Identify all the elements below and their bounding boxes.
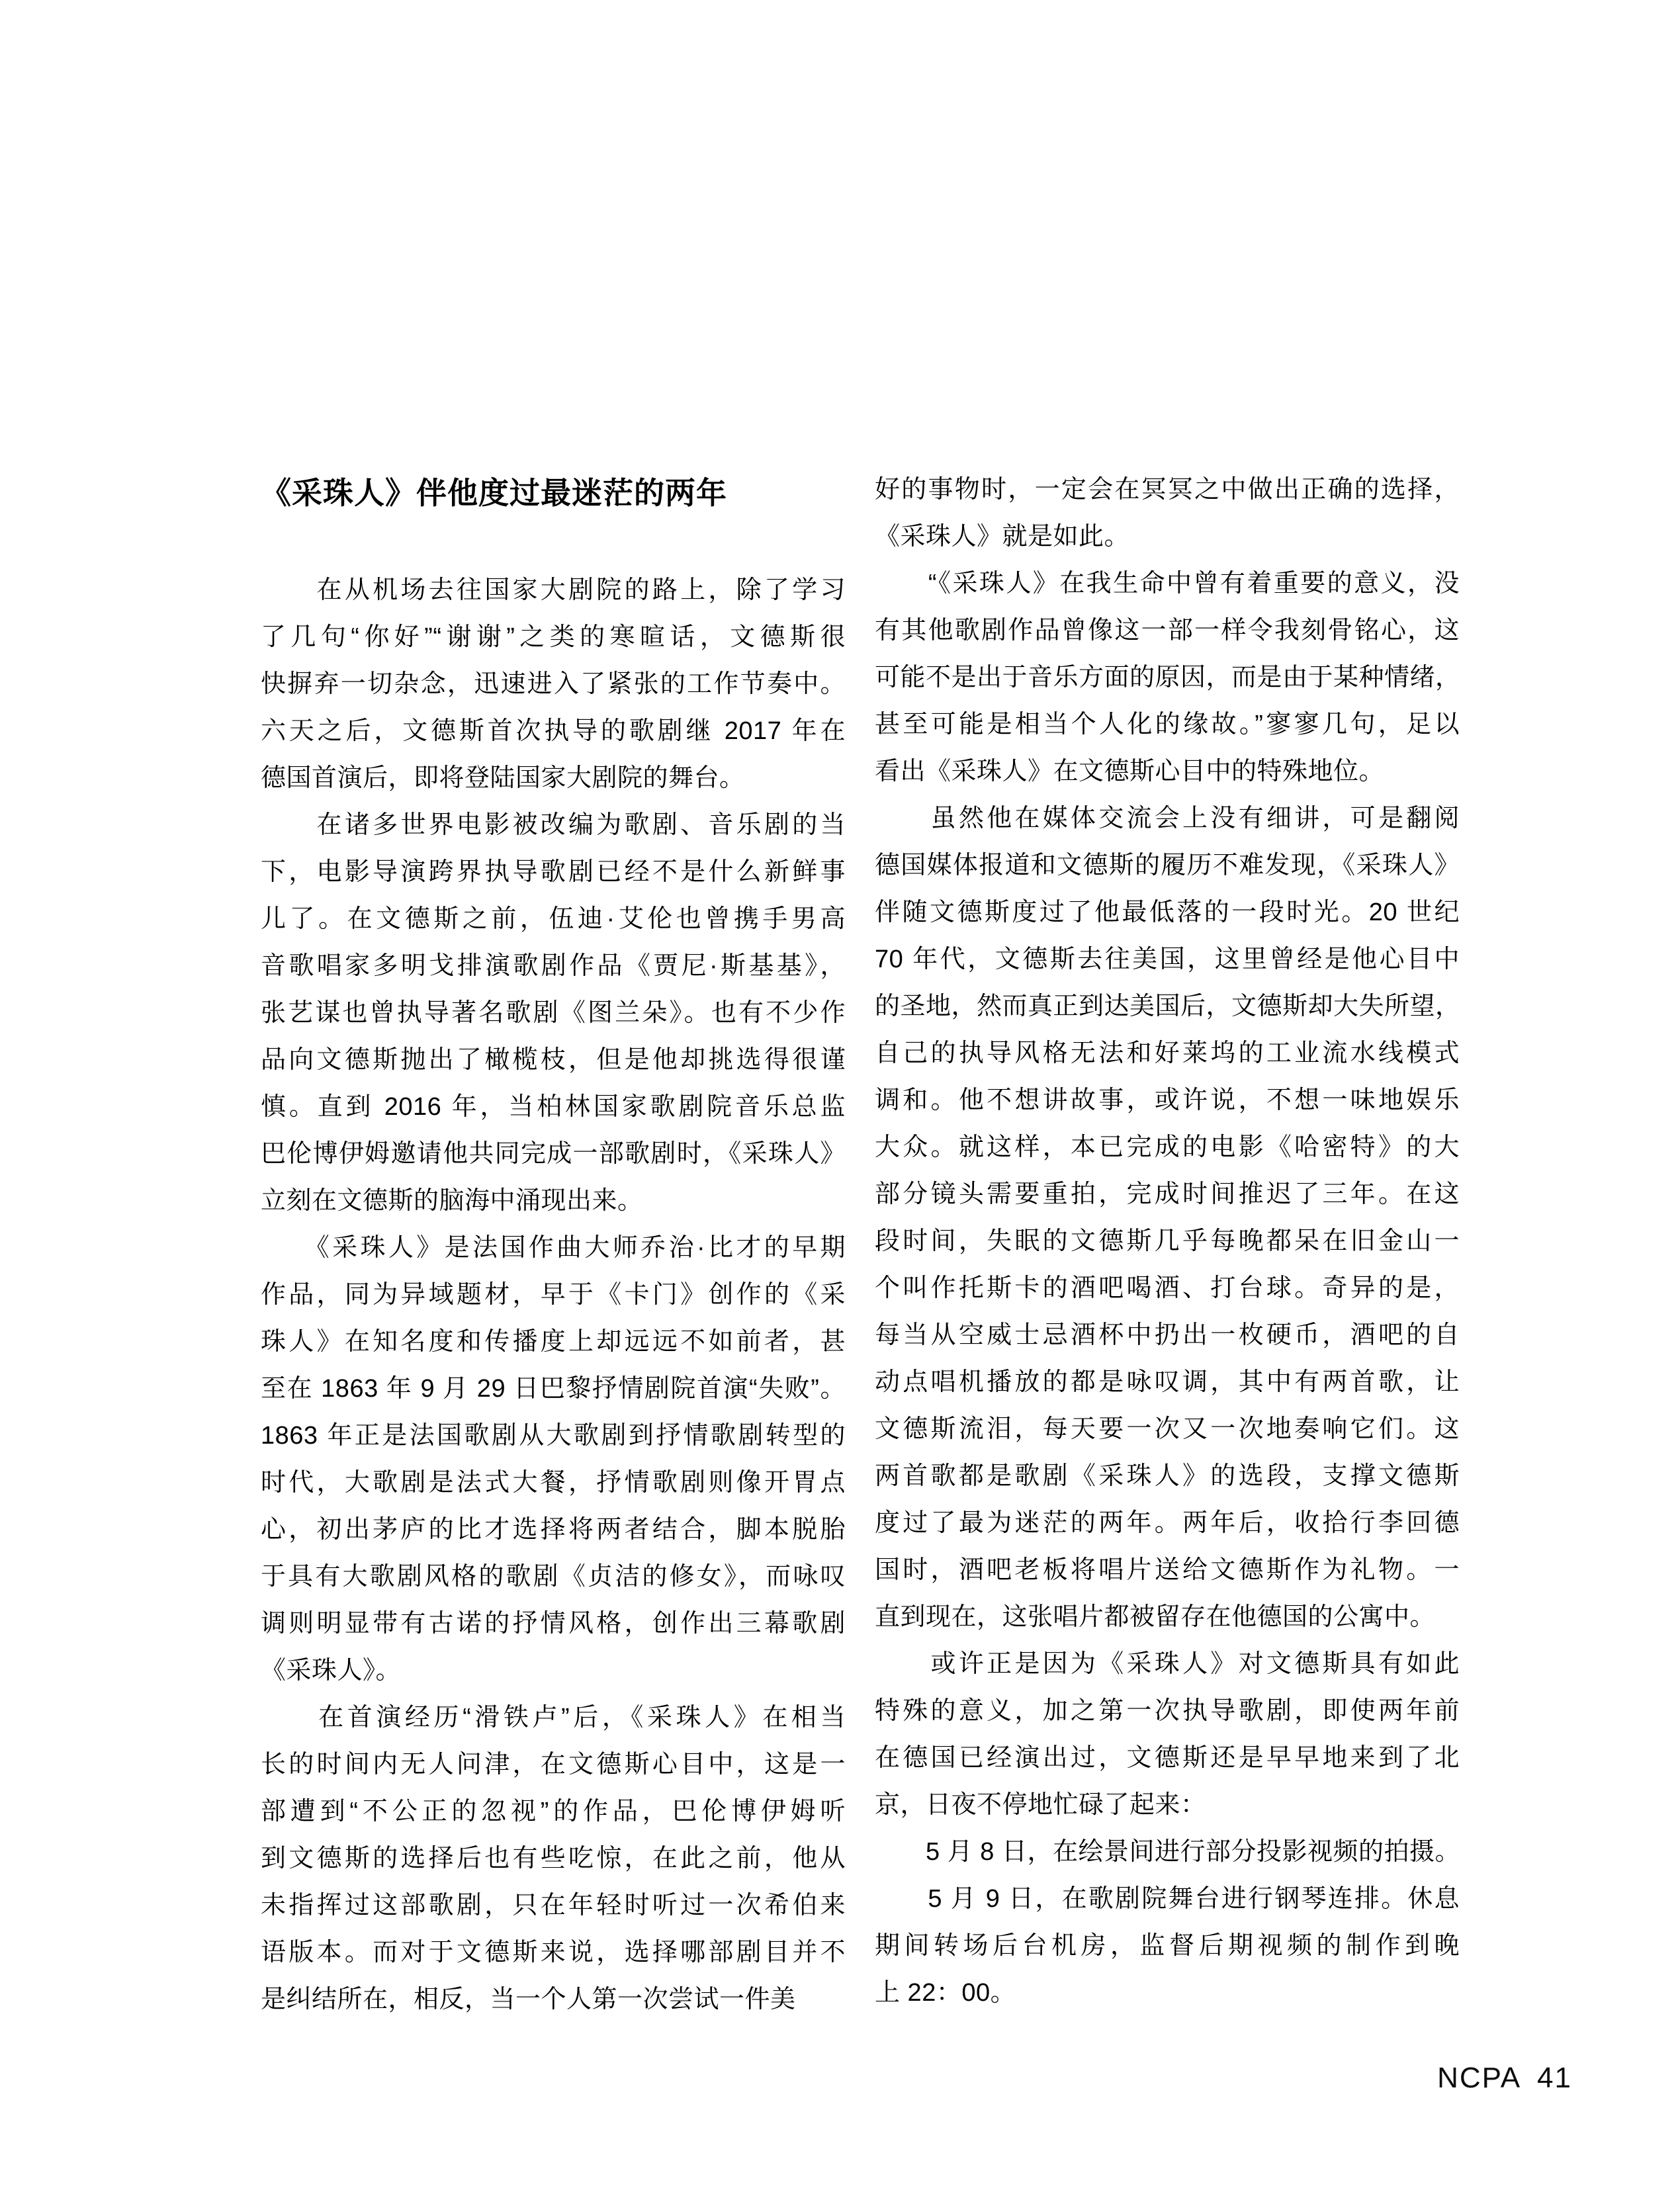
paragraph xyxy=(875,466,1460,560)
text-line: 未指挥过这部歌剧，只在年轻时听过一次希伯来 xyxy=(261,1892,846,1919)
text-line: 上 22：00。 xyxy=(875,1979,1016,2007)
text-line: 在德国已经演出过，文德斯还是早早地来到了北 xyxy=(875,1744,1460,1772)
text-line: 在诸多世界电影被改编为歌剧、音乐剧的当 xyxy=(261,811,846,839)
text-line: 《采珠人》是法国作曲大师乔治·比才的早期 xyxy=(261,1234,846,1262)
text-line: 在首演经历“滑铁卢”后，《采珠人》在相当 xyxy=(261,1704,846,1731)
paragraph xyxy=(875,1641,1460,1829)
paragraph xyxy=(875,1876,1460,2017)
right-column xyxy=(875,466,1460,2017)
text-line: 快摒弃一切杂念，迅速进入了紧张的工作节奏中。 xyxy=(261,670,846,698)
text-line: 时代，大歌剧是法式大餐，抒情歌剧则像开胃点 xyxy=(261,1469,846,1497)
paragraph xyxy=(875,795,1460,1641)
text-line: 品向文德斯抛出了橄榄枝，但是他却挑选得很谨 xyxy=(261,1046,846,1074)
text-line: 立刻在文德斯的脑海中涌现出来。 xyxy=(261,1187,643,1215)
text-line: 看出《采珠人》在文德斯心目中的特殊地位。 xyxy=(875,758,1385,785)
text-line: “《采珠人》在我生命中曾有着重要的意义，没 xyxy=(875,570,1460,597)
text-line: 的圣地，然而真正到达美国后，文德斯却大失所望， xyxy=(875,992,1461,1020)
text-line: 部分镜头需要重拍，完成时间推迟了三年。在这 xyxy=(875,1180,1460,1208)
paragraph xyxy=(261,1225,846,1694)
text-line: 《采珠人》。 xyxy=(261,1657,402,1685)
text-line: 《采珠人》就是如此。 xyxy=(875,523,1130,550)
text-line: 至在 1863 年 9 月 29 日巴黎抒情剧院首演“失败”。 xyxy=(261,1375,846,1403)
page-footer xyxy=(1437,2062,1572,2095)
text-line: 自己的执导风格无法和好莱坞的工业流水线模式 xyxy=(875,1039,1460,1067)
text-line: 到文德斯的选择后也有些吃惊，在此之前，他从 xyxy=(261,1845,846,1872)
left-column-body xyxy=(261,567,846,2023)
text-line: 张艺谋也曾执导著名歌剧《图兰朵》。也有不少作 xyxy=(261,999,846,1027)
text-line: 是纠结所在，相反，当一个人第一次尝试一件美 xyxy=(261,1986,796,2013)
text-line: 70 年代，文德斯去往美国，这里曾经是他心目中 xyxy=(875,945,1460,973)
text-line: 个叫作托斯卡的酒吧喝酒、打台球。奇异的是， xyxy=(875,1274,1460,1302)
page-number: 41 xyxy=(1537,2062,1572,2094)
text-line: 度过了最为迷茫的两年。两年后，收拾行李回德 xyxy=(875,1509,1460,1537)
text-line: 心，初出茅庐的比才选择将两者结合，脚本脱胎 xyxy=(261,1516,846,1544)
text-line: 伴随文德斯度过了他最低落的一段时光。20 世纪 xyxy=(875,898,1460,926)
text-line: 段时间，失眠的文德斯几乎每晚都呆在旧金山一 xyxy=(875,1227,1460,1255)
text-line: 六天之后，文德斯首次执导的歌剧继 2017 年在 xyxy=(261,717,846,745)
paragraph xyxy=(875,1829,1460,1876)
text-line: 在从机场去往国家大剧院的路上，除了学习 xyxy=(261,576,846,604)
text-line: 德国媒体报道和文德斯的履历不难发现，《采珠人》 xyxy=(875,852,1460,879)
text-line: 儿了。在文德斯之前，伍迪·艾伦也曾携手男高 xyxy=(261,905,846,933)
text-line: 大众。就这样，本已完成的电影《哈密特》的大 xyxy=(875,1133,1460,1161)
text-line: 长的时间内无人问津，在文德斯心目中，这是一 xyxy=(261,1751,846,1778)
text-line: 了几句“你好”“谢谢”之类的寒暄话，文德斯很 xyxy=(261,623,846,651)
article-title: 《采珠人》伴他度过最迷茫的两年 xyxy=(261,476,727,510)
text-line: 于具有大歌剧风格的歌剧《贞洁的修女》，而咏叹 xyxy=(261,1563,846,1591)
text-line: 5 月 8 日，在绘景间进行部分投影视频的拍摄。 xyxy=(875,1838,1460,1866)
paragraph xyxy=(261,1694,846,2023)
text-line: 下，电影导演跨界执导歌剧已经不是什么新鲜事 xyxy=(261,858,846,886)
text-line: 国时，酒吧老板将唱片送给文德斯作为礼物。一 xyxy=(875,1556,1460,1584)
text-line: 特殊的意义，加之第一次执导歌剧，即使两年前 xyxy=(875,1697,1460,1725)
paragraph xyxy=(261,802,846,1225)
text-line: 德国首演后，即将登陆国家大剧院的舞台。 xyxy=(261,764,745,792)
text-line: 期间转场后台机房，监督后期视频的制作到晚 xyxy=(875,1932,1460,1960)
text-line: 两首歌都是歌剧《采珠人》的选段，支撑文德斯 xyxy=(875,1462,1460,1490)
text-line: 直到现在，这张唱片都被留存在他德国的公寓中。 xyxy=(875,1603,1436,1631)
paragraph xyxy=(261,567,846,802)
text-line: 珠人》在知名度和传播度上却远远不如前者，甚 xyxy=(261,1328,846,1356)
text-line: 虽然他在媒体交流会上没有细讲，可是翻阅 xyxy=(875,805,1460,832)
text-line: 作品，同为异域题材，早于《卡门》创作的《采 xyxy=(261,1281,846,1309)
text-line: 调则明显带有古诺的抒情风格，创作出三幕歌剧 xyxy=(261,1610,846,1638)
text-line: 文德斯流泪，每天要一次又一次地奏响它们。这 xyxy=(875,1415,1460,1443)
text-line: 有其他歌剧作品曾像这一部一样令我刻骨铭心，这 xyxy=(875,617,1460,644)
text-line: 甚至可能是相当个人化的缘故。”寥寥几句，足以 xyxy=(875,711,1460,738)
text-line: 部遭到“不公正的忽视”的作品，巴伦博伊姆听 xyxy=(261,1798,846,1825)
text-line: 或许正是因为《采珠人》对文德斯具有如此 xyxy=(875,1650,1460,1678)
text-line: 可能不是出于音乐方面的原因，而是由于某种情绪， xyxy=(875,664,1461,691)
text-line: 动点唱机播放的都是咏叹调，其中有两首歌，让 xyxy=(875,1368,1460,1396)
magazine-name: NCPA xyxy=(1437,2062,1522,2094)
text-line: 调和。他不想讲故事，或许说，不想一味地娱乐 xyxy=(875,1086,1460,1114)
text-line: 巴伦博伊姆邀请他共同完成一部歌剧时，《采珠人》 xyxy=(261,1140,846,1168)
text-line: 1863 年正是法国歌剧从大歌剧到抒情歌剧转型的 xyxy=(261,1422,846,1450)
text-line: 好的事物时，一定会在冥冥之中做出正确的选择， xyxy=(875,476,1460,503)
text-line: 京，日夜不停地忙碌了起来： xyxy=(875,1791,1206,1819)
text-line: 语版本。而对于文德斯来说，选择哪部剧目并不 xyxy=(261,1939,846,1966)
right-column-body xyxy=(875,466,1460,2017)
left-column xyxy=(261,466,846,2023)
text-line: 音歌唱家多明戈排演歌剧作品《贾尼·斯基基》， xyxy=(261,952,846,980)
text-line: 慎。直到 2016 年，当柏林国家歌剧院音乐总监 xyxy=(261,1093,846,1121)
text-line: 每当从空威士忌酒杯中扔出一枚硬币，酒吧的自 xyxy=(875,1321,1460,1349)
paragraph xyxy=(875,560,1460,795)
text-line: 5 月 9 日，在歌剧院舞台进行钢琴连排。休息 xyxy=(875,1885,1460,1913)
